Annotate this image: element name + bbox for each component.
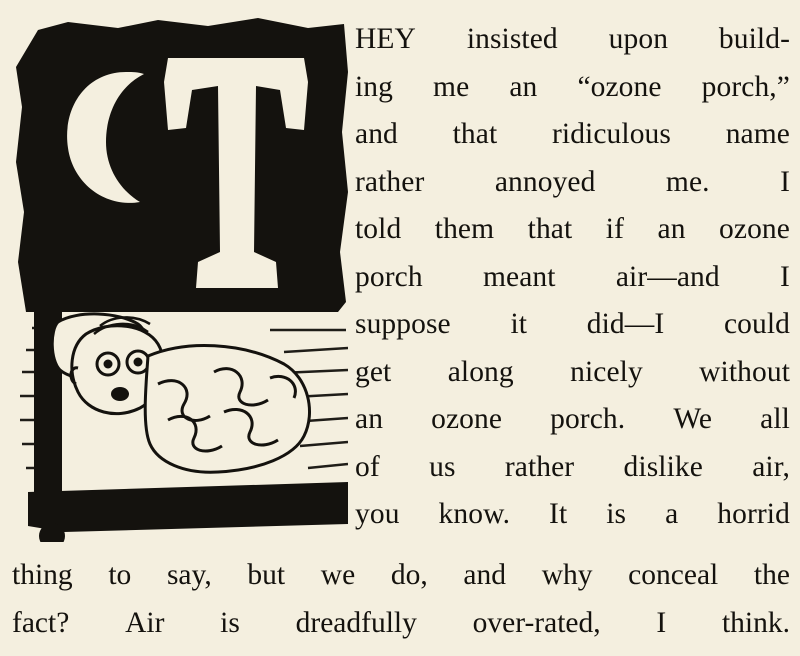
word: ing	[355, 70, 393, 103]
word: along	[447, 355, 514, 388]
word: porch	[355, 260, 423, 293]
word: rather	[504, 450, 575, 483]
word: know.	[438, 498, 511, 530]
word: us	[429, 450, 456, 483]
word: suppose	[355, 308, 451, 340]
word: an	[657, 213, 686, 245]
text-line	[12, 600, 790, 648]
text-line	[355, 254, 790, 302]
word: a	[665, 498, 679, 530]
word: insisted	[466, 23, 558, 55]
text-line	[355, 349, 790, 397]
text-line	[355, 491, 790, 539]
word: told	[355, 213, 402, 245]
word: to	[108, 559, 132, 591]
word: dreadfully	[295, 606, 417, 639]
word: it	[510, 308, 528, 340]
word: get	[355, 355, 392, 388]
word: rather	[355, 165, 425, 198]
word: say,	[166, 559, 212, 591]
word: ridiculous	[551, 118, 671, 150]
word: that	[527, 213, 573, 245]
word: ozone	[719, 213, 790, 245]
word: without	[699, 355, 790, 388]
word: “ozone	[577, 70, 662, 103]
text-line	[355, 159, 790, 207]
word: think.	[721, 606, 790, 639]
word: porch,”	[701, 70, 790, 103]
text-line	[355, 444, 790, 492]
word: fact?	[12, 606, 70, 639]
word: is	[220, 606, 240, 639]
word: you	[355, 498, 400, 530]
word: conceal	[628, 559, 719, 591]
word: name	[725, 118, 790, 150]
word: horrid	[717, 498, 790, 530]
word: all	[760, 403, 790, 435]
word: we	[320, 559, 356, 591]
word: Air	[125, 606, 165, 639]
word: thing	[12, 559, 73, 591]
text-line	[355, 301, 790, 349]
text-line	[355, 206, 790, 254]
word: dislike	[623, 450, 703, 483]
word: did—I	[586, 308, 665, 340]
body-text-column	[355, 16, 790, 539]
word: and	[463, 559, 507, 591]
word: annoyed	[494, 165, 596, 198]
word: is	[606, 498, 627, 530]
word: air,	[752, 450, 790, 483]
word: an	[509, 70, 538, 103]
word: nicely	[570, 355, 643, 388]
word: air—and	[615, 260, 720, 293]
word: upon	[608, 23, 669, 55]
word: of	[355, 450, 380, 483]
word: I	[656, 606, 667, 639]
word: ozone	[431, 403, 503, 435]
word: that	[452, 118, 498, 150]
word: I	[780, 165, 790, 198]
text-line	[355, 64, 790, 112]
text-line	[355, 16, 790, 64]
word: over-rated,	[472, 606, 601, 639]
word: porch.	[550, 403, 626, 435]
blanket	[145, 346, 309, 473]
person-mouth	[111, 387, 129, 401]
body-text-full-width	[12, 552, 790, 647]
word: the	[753, 559, 790, 591]
text-line	[355, 396, 790, 444]
word: HEY	[355, 23, 416, 55]
word: meant	[482, 260, 556, 293]
word: We	[673, 403, 713, 435]
word: an	[355, 403, 384, 435]
decorated-drop-cap-illustration	[8, 12, 348, 542]
word: I	[780, 260, 790, 293]
word: if	[605, 213, 625, 245]
word: could	[723, 308, 790, 340]
text-line	[355, 111, 790, 159]
word: me.	[665, 165, 710, 198]
word: It	[549, 498, 568, 530]
text-line	[12, 552, 790, 600]
word: me	[433, 70, 470, 103]
word: them	[434, 213, 495, 245]
word: but	[247, 559, 286, 591]
word: build-	[718, 23, 790, 55]
word: do,	[390, 559, 428, 591]
word: why	[541, 559, 593, 591]
word: and	[355, 118, 398, 150]
illustration-svg	[8, 12, 348, 542]
